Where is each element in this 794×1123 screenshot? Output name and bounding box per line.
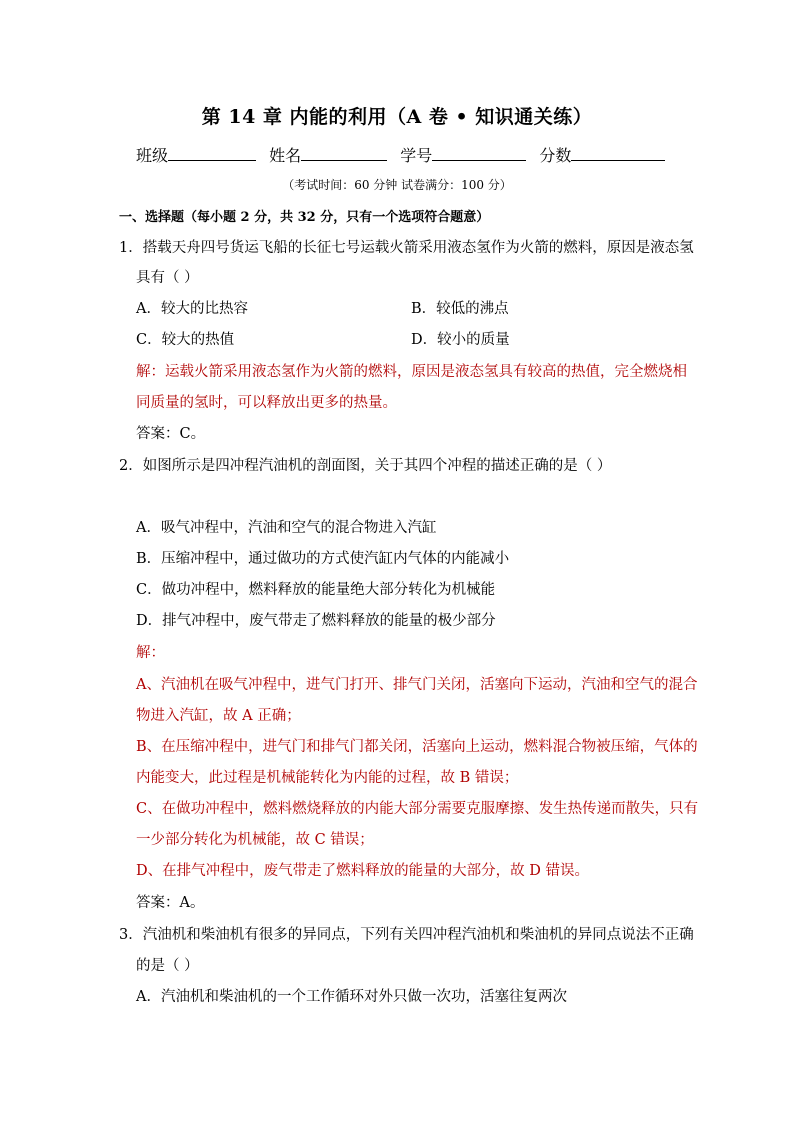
- q3-stem-line1: 3．汽油机和柴油机有很多的异同点，下列有关四冲程汽油机和柴油机的异同点说法不正确: [119, 927, 694, 943]
- exam-note: （考试时间：60 分钟 试卷满分：100 分）: [282, 178, 512, 192]
- q2-solution-d: D、在排气冲程中，废气带走了燃料释放的能量的大部分，故 D 错误。: [136, 863, 589, 879]
- class-blank[interactable]: [168, 146, 256, 161]
- q1-answer: 答案：C。: [136, 426, 206, 442]
- q2-option-d: D．排气冲程中，废气带走了燃料释放的能量的极少部分: [136, 613, 496, 629]
- q1-solution-line2: 同质量的氢时，可以释放出更多的热量。: [136, 395, 397, 411]
- q3-stem-line2: 的是（ ）: [136, 958, 199, 974]
- q2-solution-c-line1: C、在做功冲程中，燃料燃烧释放的内能大部分需要克服摩擦、发生热传递而散失，只有: [136, 801, 699, 817]
- section-heading: 一、选择题（每小题 2 分，共 32 分，只有一个选项符合题意）: [119, 210, 490, 225]
- q2-stem: 2．如图所示是四冲程汽油机的剖面图，关于其四个冲程的描述正确的是（ ）: [119, 458, 612, 474]
- student-id-field: [400, 143, 526, 166]
- student-id-blank[interactable]: [432, 146, 526, 161]
- q2-solution-a-line2: 物进入汽缸，故 A 正确；: [136, 708, 301, 724]
- q2-solution-b-line1: B、在压缩冲程中，进气门和排气门都关闭，活塞向上运动，燃料混合物被压缩，气体的: [136, 739, 698, 755]
- page-title: 第 14 章 内能的利用（A 卷 • 知识通关练）: [201, 106, 593, 128]
- q1-option-b: B．较低的沸点: [411, 301, 509, 317]
- q1-option-c: C．较大的热值: [136, 332, 235, 348]
- q1-stem-line2: 具有（ ）: [136, 270, 199, 286]
- score-blank[interactable]: [571, 146, 665, 161]
- class-label: 班级: [136, 146, 169, 165]
- q2-solution-b-line2: 内能变大，此过程是机械能转化为内能的过程，故 B 错误；: [136, 770, 519, 786]
- name-label: 姓名: [269, 146, 302, 165]
- q3-option-a: A．汽油机和柴油机的一个工作循环对外只做一次功，活塞往复两次: [136, 989, 567, 1005]
- q2-option-a: A．吸气冲程中，汽油和空气的混合物进入汽缸: [136, 520, 437, 536]
- q1-stem-line1: 1．搭载天舟四号货运飞船的长征七号运载火箭采用液态氢作为火箭的燃料，原因是液态氢: [119, 240, 694, 256]
- score-label: 分数: [539, 146, 572, 165]
- class-field: [136, 143, 256, 166]
- q1-option-d: D．较小的质量: [411, 332, 510, 348]
- q2-solution-head: 解：: [136, 645, 165, 661]
- name-blank[interactable]: [301, 146, 387, 161]
- student-info-row: [136, 143, 673, 166]
- q2-option-c: C．做功冲程中，燃料释放的能量绝大部分转化为机械能: [136, 582, 496, 598]
- q2-solution-a-line1: A、汽油机在吸气冲程中，进气门打开、排气门关闭，活塞向下运动，汽油和空气的混合: [136, 677, 698, 693]
- q1-solution-line1: 解：运载火箭采用液态氢作为火箭的燃料，原因是液态氢具有较高的热值，完全燃烧相: [136, 364, 687, 380]
- student-id-label: 学号: [400, 146, 433, 165]
- q2-option-b: B．压缩冲程中，通过做功的方式使汽缸内气体的内能减小: [136, 551, 510, 567]
- q1-option-a: A．较大的比热容: [136, 301, 248, 317]
- q2-answer: 答案：A。: [136, 895, 205, 911]
- name-field: [269, 143, 387, 166]
- q2-solution-c-line2: 一少部分转化为机械能，故 C 错误；: [136, 832, 374, 848]
- score-field: [539, 143, 665, 166]
